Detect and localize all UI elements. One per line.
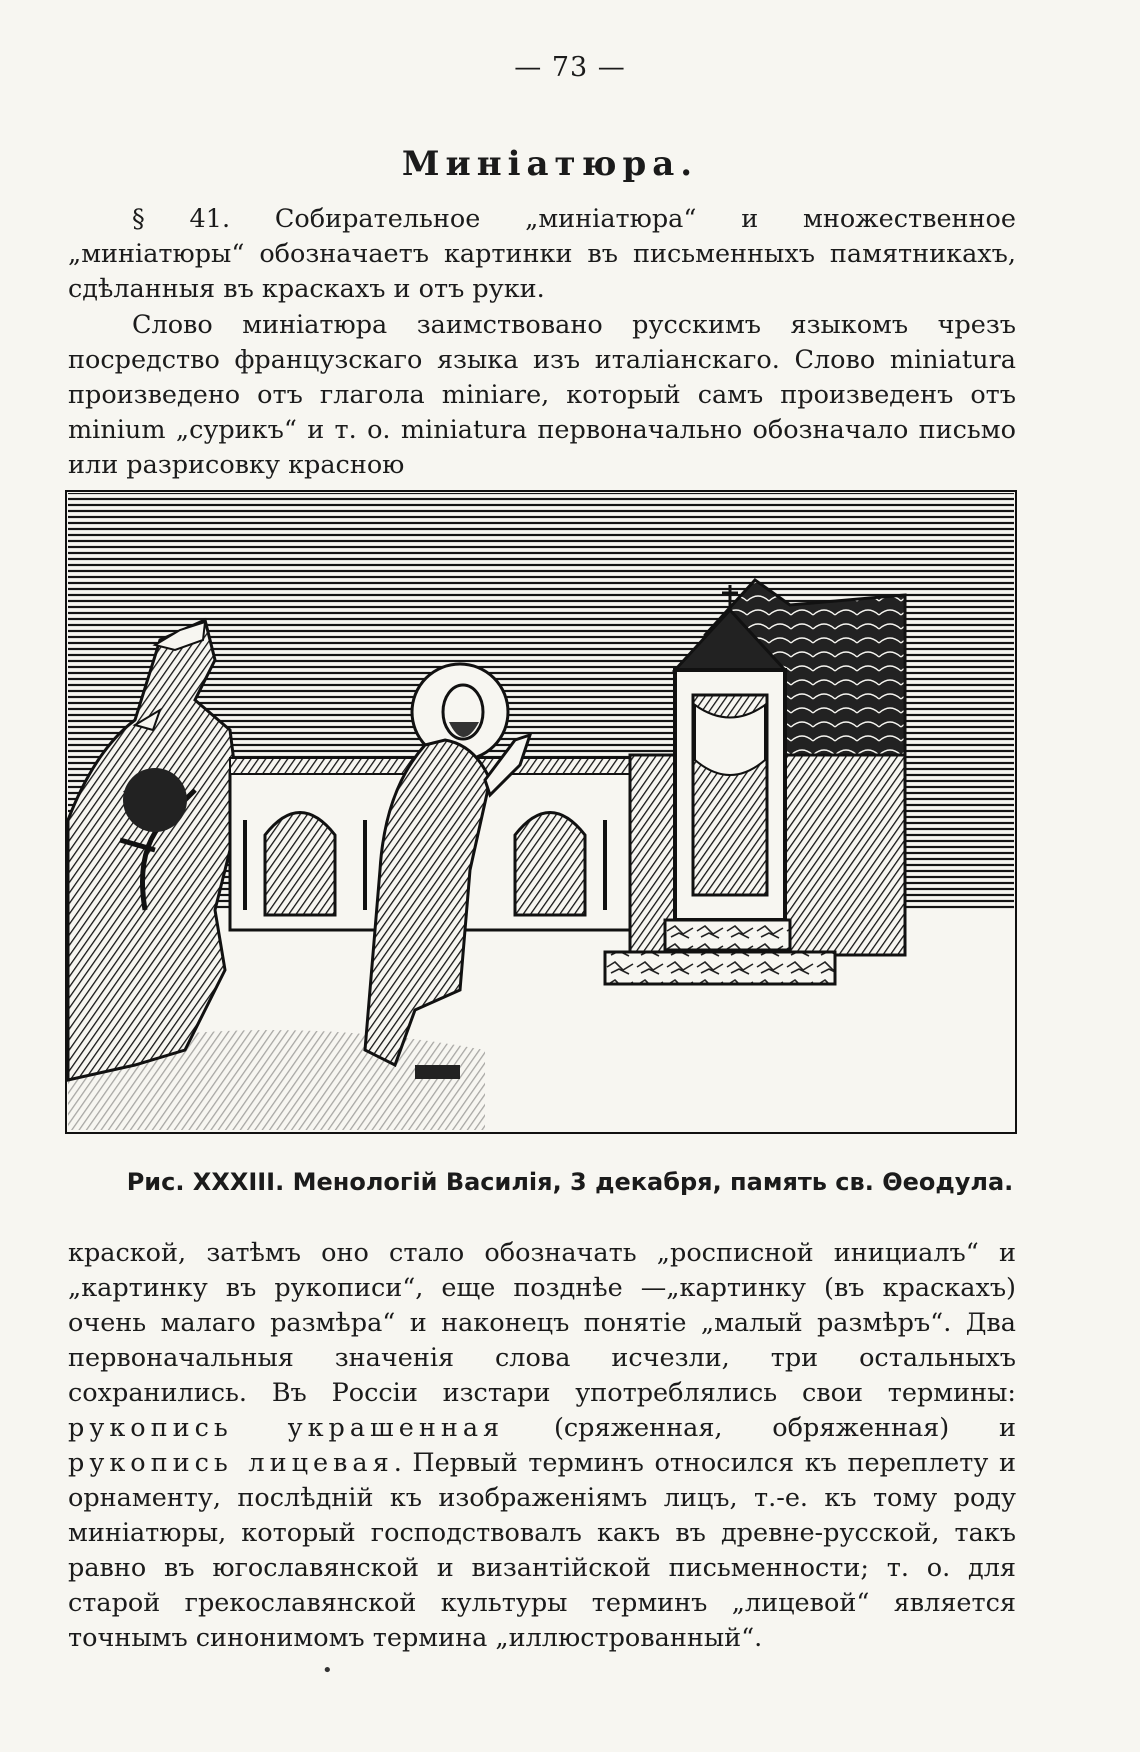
wall-window-left [265,813,335,916]
paragraph-41: § 41. Собирательное „миніатюра“ и множественное „миніатюры“ обозначаетъ картинки въ письменныхъ памятникахъ, сдѣланныя въ краскахъ и отъ руки. [68,204,1016,304]
wall-window-right [515,813,585,916]
page-number: — 73 — [514,52,626,83]
continuation-part-1: краской, затѣмъ оно стало обозначать „росписной инициалъ“ и „картинку въ рукописи“, еще позднѣе —„картинку (въ краскахъ) очень малаго размѣра“ и наконецъ понятіе „малый размѣръ“. Два первоначальныя значенія слова исчезли, три остальныхъ сохранились. Въ Россіи изстари употреблялись свои термины: [68,1238,1016,1408]
continuation-text [68,1236,1016,1656]
intro-text [68,202,1016,483]
miniature-illustration [65,490,1017,1140]
tree-crown [123,768,187,832]
stray-ink-mark: • [322,1660,333,1681]
figure-caption: Рис. XXXIII. Менологій Василія, 3 декабря, память св. Θеодула. [126,1168,1014,1196]
continuation-part-2: (сряженная, обряженная) и [553,1413,1016,1443]
shrine-step-lower [605,952,835,984]
section-title: Миніатюра. [401,144,699,184]
shrine-step-upper [665,920,790,950]
continuation-paragraph [68,1236,1016,1656]
term-decorated-manuscript: рукопись украшенная [68,1413,505,1443]
paragraph-word-origin: Слово миніатюра заимствовано русскимъ языкомъ чрезъ посредство французскаго языка изъ италіанскаго. Слово miniatura произведено отъ глагола miniare, который самъ произведенъ отъ minium „сурикъ“ и т. о. miniatura первоначально обозначало письмо или разрисовку красною [68,310,1016,480]
term-illustrated-manuscript: рукопись лицевая [68,1448,394,1478]
saint-feet [415,1065,460,1079]
continuation-part-3: . Первый терминъ относился къ переплету и орнаменту, послѣдній къ изображеніямъ лицъ, т.-е. къ тому роду миніатюры, который господствовалъ какъ въ древне-русской, такъ равно въ югославянской и византійской письменности; т. о. для старой грекославянской культуры терминъ „лицевой“ является точнымъ синонимомъ термина „иллюстрованный“. [68,1448,1016,1653]
